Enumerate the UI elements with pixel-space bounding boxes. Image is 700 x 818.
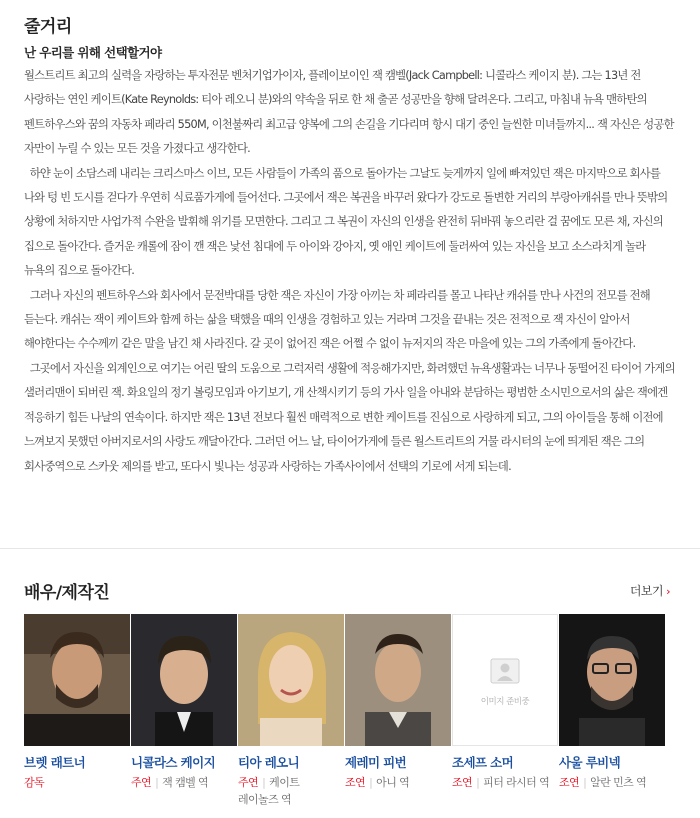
cast-header — [24, 572, 670, 602]
cast-photo[interactable] — [345, 614, 451, 746]
synopsis-paragraph: 하얀 눈이 소담스레 내리는 크리스마스 이브, 모든 사람들이 가족의 품으로 돌아가는 그날도 늦게까지 일에 빠져있던 잭은 마지막으로 회사를 나와 텅 빈 도시를 걷다가 우연히 식료품가게에 들어선다. 그곳에서 잭은 복권을 바꾸러 왔다가 강도로 돌변한 거리의 부랑아캐쉬를 만나 뜻밖의 상황에 처하지만 사업가적 수완을 발휘해 위기를 모면한다. 그리고 그 복권이 자신의 인생을 완전히 뒤바꿔 놓으리란 걸 꿈에도 모른 채, 자신의 집으로 돌아간다. 즐거운 캐롤에 잠이 깬 잭은 낯선 침대에 두 아이와 강아지, 옛 애인 케이트에 둘러싸여 있는 자신을 보고 소스라치게 놀라 뉴욕의 집으로 돌아간다. — [24, 166, 671, 278]
cast-item — [238, 614, 346, 808]
cast-name[interactable]: 조세프 소머 — [452, 755, 514, 770]
person-photo-icon — [238, 614, 344, 746]
role-type: 조연 — [452, 776, 473, 789]
person-photo-icon — [559, 614, 665, 746]
cast-item — [131, 614, 239, 791]
role-name: 잭 캠벨 역 — [162, 776, 209, 789]
synopsis-paragraph: 그곳에서 자신을 외계인으로 여기는 어린 딸의 도움으로 그럭저럭 생활에 적응해가지만, 화려했던 뉴욕생활과는 너무나 동떨어진 타이어 가게의 샐러리맨이 되버린 잭. 화요일의 정기 볼링모임과 아기보기, 개 산책시키기 등의 가사 일을 아내와 분담하는 평범한 소시민으로서의 삶은 잭에겐 적응하기 힘든 나날의 연속이다. 하지만 잭은 13년 전보다 훨씬 매력적으로 변한 케이트를 진심으로 사랑하게 되고, 그의 아이들을 통해 이전에 느껴보지 못했던 아버지로서의 사랑도 깨달아간다. 그러던 어느 날, 타이어가게에 들른 월스트리트의 거물 라시터의 눈에 띄게된 잭은 그의 회사중역으로 스카웃 제의를 받고, 또다시 빛나는 성공과 사랑하는 가족사이에서 선택의 기로에 서게 되는데. — [24, 361, 678, 473]
role-name: 피터 라시터 역 — [483, 776, 550, 789]
synopsis-paragraph: 그러나 자신의 펜트하우스와 회사에서 문전박대를 당한 잭은 자신이 가장 아끼는 차 페라리를 몰고 나타난 캐쉬를 만나 사건의 전모를 전해 듣는다. 캐쉬는 잭이 케이트와 함께 하는 삶을 택했을 때의 인생을 경험하고 있는 거라며 그것을 끝내는 것은 전적으로 잭 자신이 알아서 해야한다는 수수께끼 같은 말을 남긴 채 사라진다. 갈 곳이 없어진 잭은 어쩔 수 없이 뉴저지의 작은 마을에 있는 그의 가족에게 돌아간다. — [24, 288, 653, 351]
cast-name[interactable]: 니콜라스 케이지 — [131, 755, 216, 770]
cast-name[interactable]: 사울 루비넥 — [559, 755, 621, 770]
person-photo-icon — [131, 614, 237, 746]
synopsis-body — [24, 64, 676, 479]
role-name: 케이트 레이놀즈 역 — [238, 776, 300, 806]
synopsis-subtitle: 난 우리를 위해 선택할거야 — [24, 45, 162, 60]
separator: | — [583, 776, 587, 789]
cast-photo[interactable] — [131, 614, 237, 746]
cast-role — [238, 774, 338, 808]
role-name: 아니 역 — [376, 776, 410, 789]
more-link[interactable] — [630, 582, 670, 599]
separator: | — [476, 776, 480, 789]
person-photo-icon — [24, 614, 130, 746]
cast-item — [559, 614, 667, 791]
role-type: 감독 — [24, 776, 45, 789]
role-type: 조연 — [559, 776, 580, 789]
cast-role — [131, 774, 231, 791]
person-photo-icon — [345, 614, 451, 746]
cast-name[interactable]: 제레미 피번 — [345, 755, 407, 770]
synopsis-paragraph: 월스트리트 최고의 실력을 자랑하는 투자전문 벤처기업가이자, 플레이보이인 잭 캠벨(Jack Campbell: 니콜라스 케이지 분). 그는 13년 전 사랑하는 연인 케이트(Kate Reynolds: 티아 레오니 분)와의 약속을 뒤로 한 채 출곧 성공만을 향해 달려온다. 그리고, 마침내 뉴욕 맨하탄의 펜트하우스와 꿈의 자동차 페라리 550M, 이천불짜리 최고급 양복에 그의 손길을 기다리며 항시 대기 중인 늘씬한 미녀들까지... 잭 자신은 성공한 자만이 누릴 수 있는 모든 것을 가졌다고 생각한다. — [24, 69, 674, 156]
cast-name[interactable]: 티아 레오니 — [238, 755, 300, 770]
cast-photo[interactable] — [238, 614, 344, 746]
cast-role — [559, 774, 659, 791]
image-placeholder-icon — [453, 615, 557, 745]
separator: | — [155, 776, 159, 789]
role-type: 조연 — [345, 776, 366, 789]
cast-item — [24, 614, 132, 791]
role-name: 알란 민츠 역 — [590, 776, 647, 789]
placeholder-text: 이미지 준비중 — [480, 697, 530, 707]
cast-item — [452, 614, 560, 791]
chevron-right-icon: › — [666, 585, 670, 598]
cast-list — [24, 614, 672, 814]
separator: | — [262, 776, 266, 789]
role-type: 주연 — [131, 776, 152, 789]
synopsis-title: 줄거리 — [24, 17, 72, 37]
cast-photo[interactable] — [24, 614, 130, 746]
more-label: 더보기 — [629, 584, 664, 598]
cast-role — [24, 774, 124, 791]
synopsis-section — [24, 0, 676, 479]
cast-photo-placeholder[interactable] — [452, 614, 558, 746]
role-type: 주연 — [238, 776, 259, 789]
cast-name[interactable]: 브렛 래트너 — [24, 755, 86, 770]
cast-item — [345, 614, 453, 791]
separator: | — [369, 776, 373, 789]
cast-role — [345, 774, 445, 791]
cast-role — [452, 774, 552, 791]
section-divider — [0, 548, 700, 549]
cast-photo[interactable] — [559, 614, 665, 746]
cast-title: 배우/제작진 — [24, 583, 110, 603]
